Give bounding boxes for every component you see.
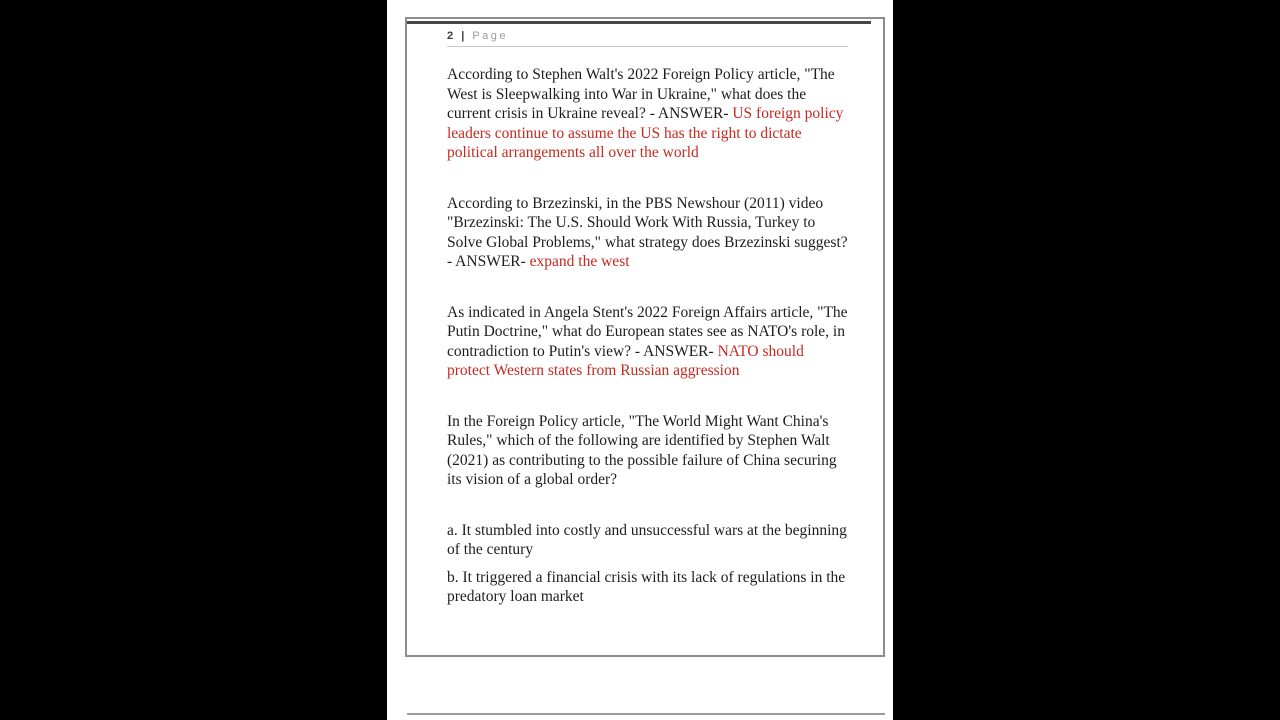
page-top-border-rule bbox=[407, 21, 871, 24]
question-text: As indicated in Angela Stent's 2022 Foreign Affairs article, "The Putin Doctrine," what do European states see as NATO's role, in contradiction to Putin's view? - ANSWER- bbox=[447, 303, 848, 360]
qa-paragraph-3 bbox=[447, 303, 850, 381]
question-text: In the Foreign Policy article, "The World Might Want China's Rules," which of the following are identified by Stephen Walt (2021) as contributing to the possible failure of China securing its vision of a global order? bbox=[447, 412, 837, 488]
question-text: According to Stephen Walt's 2022 Foreign Policy article, "The West is Sleepwalking into War in Ukraine," what does the current crisis in Ukraine reveal? - ANSWER- bbox=[447, 66, 835, 122]
page-header-separator: | bbox=[461, 30, 467, 42]
qa-paragraph-1 bbox=[447, 65, 850, 163]
option-a: a. It stumbled into costly and unsuccessful wars at the beginning of the century bbox=[447, 521, 847, 558]
document-viewport bbox=[387, 0, 893, 720]
qa-paragraph-2 bbox=[447, 194, 850, 272]
next-page-top-border bbox=[407, 713, 885, 715]
answer-text: expand the west bbox=[529, 253, 630, 270]
page-content bbox=[447, 65, 850, 607]
document-page bbox=[405, 17, 885, 657]
answer-text: US foreign policy leaders continue to assume the US has the right to dictate political arrangements all over the world bbox=[447, 105, 844, 161]
qa-paragraph-4 bbox=[447, 412, 850, 490]
page-header bbox=[447, 30, 883, 42]
answer-text: NATO should protect Western states from Russian aggression bbox=[447, 342, 804, 379]
page-header-label: Page bbox=[472, 30, 509, 42]
header-underline bbox=[447, 46, 848, 47]
answer-options-list bbox=[447, 521, 850, 607]
page-number: 2 bbox=[447, 30, 456, 42]
option-b: b. It triggered a financial crisis with its lack of regulations in the predatory loan market bbox=[447, 568, 846, 605]
question-text: According to Brzezinski, in the PBS Newshour (2011) video "Brzezinski: The U.S. Should Work With Russia, Turkey to Solve Global Problems," what strategy does Brzezinski suggest? - ANSWER- bbox=[447, 194, 848, 270]
